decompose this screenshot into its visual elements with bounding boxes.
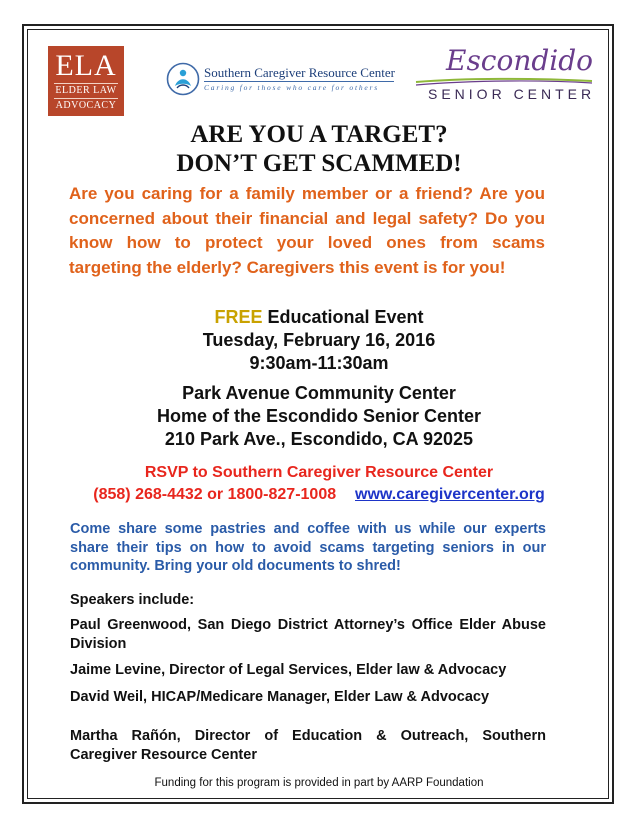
speakers-heading: Speakers include: — [70, 592, 195, 608]
event-date: Tuesday, February 16, 2016 — [202, 330, 436, 350]
escondido-senior-center-logo — [414, 44, 594, 104]
rsvp-line: RSVP to Southern Caregiver Resource Center — [144, 464, 494, 481]
escondido-subtitle: SENIOR CENTER — [428, 86, 596, 102]
rsvp-contact — [0, 486, 638, 504]
venue-name: Park Avenue Community Center — [182, 383, 456, 403]
speaker-item: Paul Greenwood, San Diego District Attorney’s Office Elder Abuse Division — [70, 617, 546, 652]
ela-logo-mark: ELA — [55, 49, 117, 82]
event-time: 9:30am-11:30am — [249, 353, 389, 373]
scrc-logo-tagline: Caring for those who care for others — [204, 83, 379, 92]
speaker-item: Jaime Levine, Director of Legal Services, Elder law & Advocacy — [70, 662, 507, 678]
intro-paragraph: Are you caring for a family member or a friend? Are you concerned about their financial and legal safety? Do you know how to protect your loved ones from scams targeting the elderly? Caregivers this event is for you! — [69, 184, 545, 277]
website-link[interactable]: www.caregivercenter.org — [355, 486, 545, 503]
headline-line-1: ARE YOU A TARGET? — [190, 121, 448, 148]
scrc-logo — [166, 62, 398, 98]
speaker-item: Martha Rañón, Director of Education & Outreach, Southern Caregiver Resource Center — [70, 728, 546, 763]
funding-footer: Funding for this program is provided in part by AARP Foundation — [154, 777, 484, 789]
ela-logo-divider — [54, 83, 118, 84]
ela-logo-line2: ADVOCACY — [55, 100, 117, 111]
headline-line-2: DON’T GET SCAMMED! — [176, 150, 462, 177]
elder-law-advocacy-logo — [48, 46, 124, 116]
scrc-logo-rule — [204, 81, 394, 82]
speaker-item: David Weil, HICAP/Medicare Manager, Elder Law & Advocacy — [70, 689, 490, 705]
venue-address: 210 Park Ave., Escondido, CA 92025 — [164, 429, 474, 449]
ela-logo-line1: ELDER LAW — [55, 85, 117, 96]
scrc-logo-name: Southern Caregiver Resource Center — [204, 65, 395, 80]
caregiver-figure-icon — [166, 62, 200, 96]
venue-home: Home of the Escondido Senior Center — [156, 406, 482, 426]
event-type: Educational Event — [267, 307, 424, 327]
ela-logo-divider — [54, 98, 118, 99]
free-label: FREE — [214, 307, 263, 327]
escondido-script-wordmark: Escondido — [446, 44, 594, 77]
invite-paragraph: Come share some pastries and coffee with us while our experts share their tips on how to avoid scams targeting seniors in our community. Bring your old documents to shred! — [70, 521, 546, 574]
event-title — [0, 307, 638, 328]
rsvp-phones: (858) 268-4432 or 1800-827-1008 — [93, 486, 337, 503]
